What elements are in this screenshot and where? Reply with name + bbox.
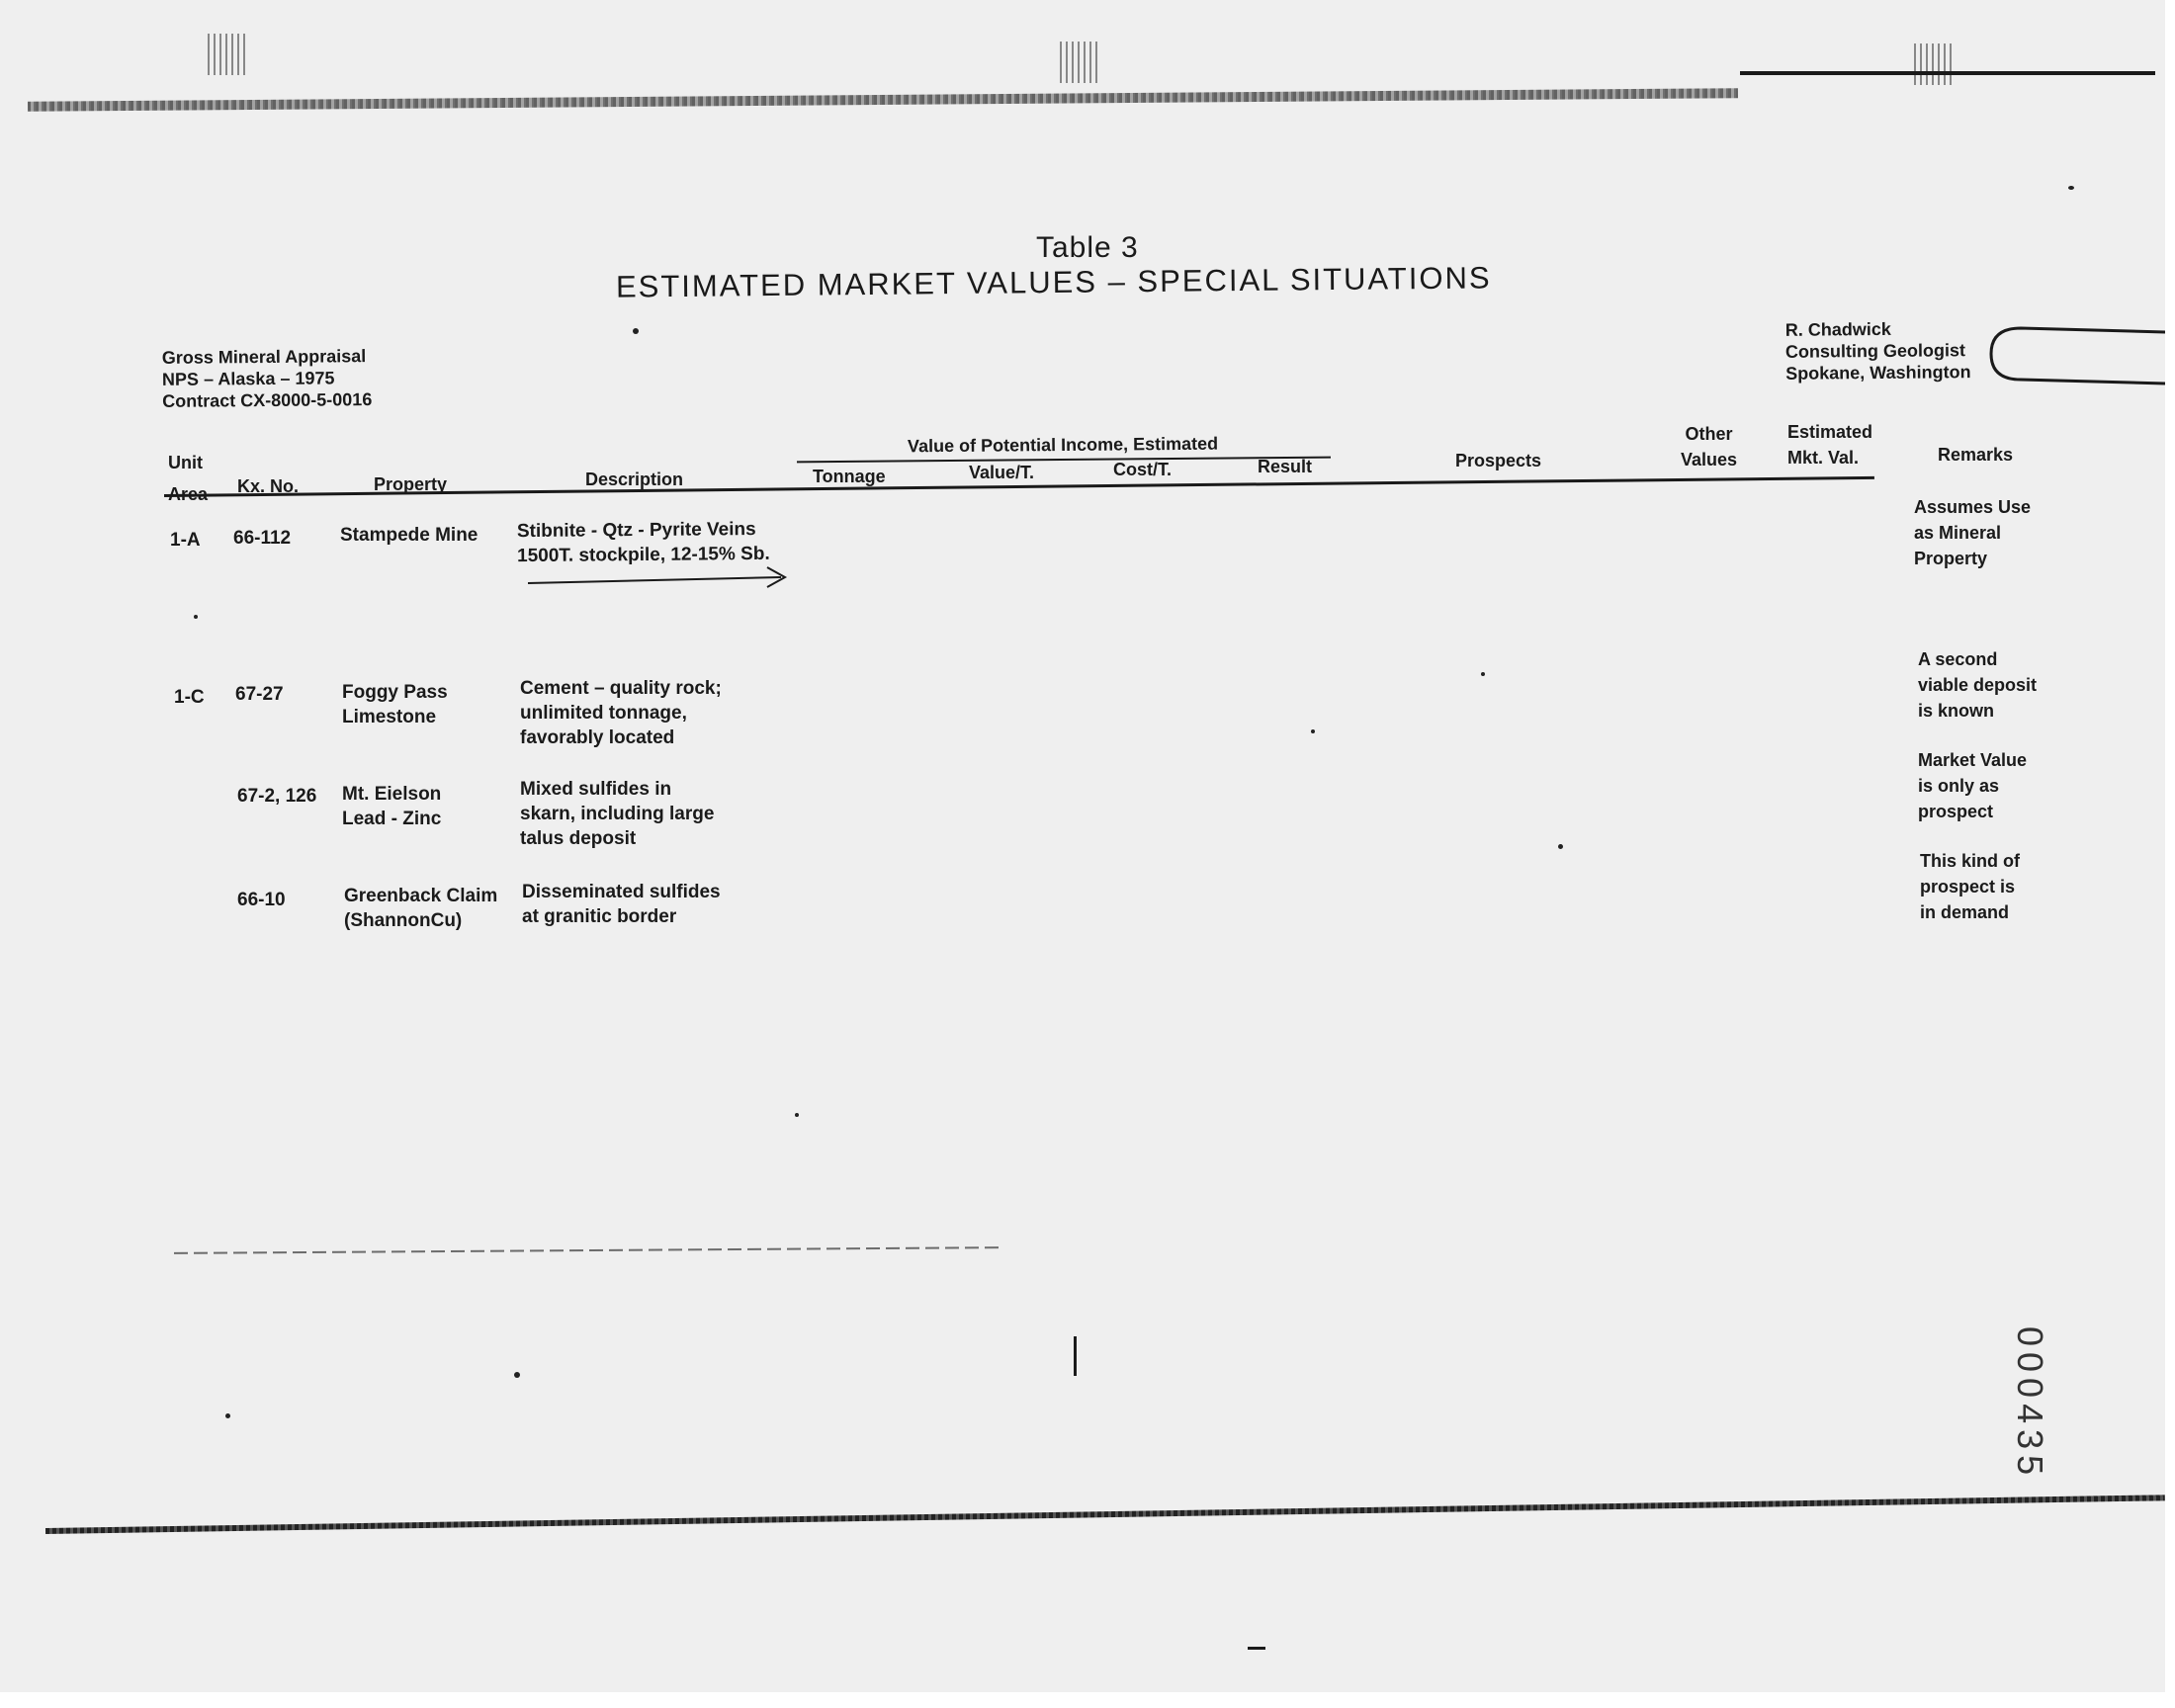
row3-remark-line: prospect [1918,802,1994,821]
row4-kx-no: 66-10 [237,890,286,910]
row2-description-line: Cement – quality rock; [520,678,722,699]
col-other-values-line1: Other [1685,424,1733,444]
row3-description-line: Mixed sulfides in [520,779,672,800]
row1-kx-no: 66-112 [233,528,292,549]
row3-remark-line: Market Value [1918,750,2028,770]
table-title: ESTIMATED MARKET VALUES – SPECIAL SITUATIONS [615,260,1492,304]
row2-description-line: unlimited tonnage, [520,703,687,724]
bottom-mark [1248,1647,1265,1650]
header-right-line: R. Chadwick [1784,318,1891,340]
table-number: Table 3 [1036,231,1139,264]
row4-remark-line: prospect is [1920,877,2016,897]
row2-kx-no: 67-27 [235,684,284,705]
row3-property-line: Lead - Zinc [342,809,442,829]
speck [1481,672,1485,676]
binder-hole-marks [1060,42,1101,83]
top-scan-edge [28,88,1738,112]
bottom-scan-edge [45,1494,2165,1534]
vertical-mark [1074,1336,1077,1376]
row1-description-line: Stibnite - Qtz - Pyrite Veins [516,519,756,543]
col-description: Description [585,470,684,489]
row2-description [520,676,722,750]
binder-hole-marks [208,34,249,75]
row1-unit-area: 1-A [170,530,201,551]
row1-description-line: 1500T. stockpile, 12-15% Sb. [517,543,770,567]
col-est-line1: Estimated [1787,422,1873,442]
row3-description-line: talus deposit [520,828,637,849]
row2-property-line: Limestone [342,707,437,727]
col-remarks: Remarks [1938,445,2014,465]
row1-property: Stampede Mine [340,525,478,546]
col-cost-per-ton: Cost/T. [1113,460,1173,479]
col-unit-area-line1: Unit [168,453,203,472]
row2-property [342,680,448,729]
row3-kx-no: 67-2, 126 [237,786,317,807]
speck [1558,844,1563,849]
header-left-block [162,345,373,412]
row4-property-line: Greenback Claim [344,886,498,906]
dashed-scan-line [174,1246,1004,1254]
row4-remarks [1920,848,2020,925]
speck [2068,186,2074,190]
paper-clip-icon [1981,318,2165,389]
row4-description-line: Disseminated sulfides [522,882,721,902]
col-estimated-market-value [1787,419,1872,470]
row2-remarks [1918,646,2037,724]
row4-property-line: (ShannonCu) [344,910,463,931]
speck [795,1113,799,1117]
speck [225,1413,230,1418]
speck [194,615,198,619]
row2-remark-line: viable deposit [1918,675,2038,695]
row4-property [344,884,497,933]
row4-remark-line: This kind of [1920,851,2020,871]
row2-remark-line: A second [1918,649,1998,669]
row2-description-line: favorably located [520,727,675,748]
speck [1311,729,1315,733]
row3-property-line: Mt. Eielson [342,784,442,805]
col-prospects: Prospects [1455,451,1542,470]
income-group-rule [797,457,1331,464]
col-property: Property [374,474,448,494]
col-result: Result [1258,457,1313,476]
row4-remark-line: in demand [1920,902,2010,922]
header-right-block [1785,317,1971,384]
col-est-line2: Mkt. Val. [1787,448,1860,468]
row1-remark-line: Assumes Use [1914,497,2032,517]
row2-property-line: Foggy Pass [342,682,448,703]
hand-drawn-arrow-icon [526,565,793,593]
row3-description-line: skarn, including large [520,804,715,824]
col-unit-area [168,447,208,510]
top-edge-line [1740,71,2155,75]
header-left-line: Gross Mineral Appraisal [161,346,367,368]
row3-property [342,782,441,831]
row1-remark-line: Property [1914,549,1988,568]
col-income-group: Value of Potential Income, Estimated [907,433,1219,457]
header-right-line: Spokane, Washington [1785,362,1971,384]
page-stamp-number: 000435 [2010,1326,2050,1482]
col-tonnage: Tonnage [813,467,886,486]
speck [633,328,639,334]
row4-description-line: at granitic border [522,906,677,927]
col-kx-no: Kx. No. [237,476,300,496]
row2-unit-area: 1-C [174,687,205,708]
header-right-line: Consulting Geologist [1784,340,1966,362]
row4-description [522,880,721,929]
col-other-values [1681,421,1737,472]
binder-hole-marks [1914,43,1956,85]
header-left-line: NPS – Alaska – 1975 [161,368,335,389]
row3-description [520,777,714,851]
row3-remarks [1918,747,2027,824]
row2-remark-line: is known [1918,701,1995,721]
row1-remarks [1914,494,2031,571]
speck [514,1372,520,1378]
row1-description [517,517,770,568]
row1-remark-line: as Mineral [1914,523,2002,543]
header-left-line: Contract CX-8000-5-0016 [162,389,373,411]
col-value-per-ton: Value/T. [969,463,1035,482]
row3-remark-line: is only as [1918,776,2000,796]
col-other-values-line2: Values [1681,450,1738,470]
